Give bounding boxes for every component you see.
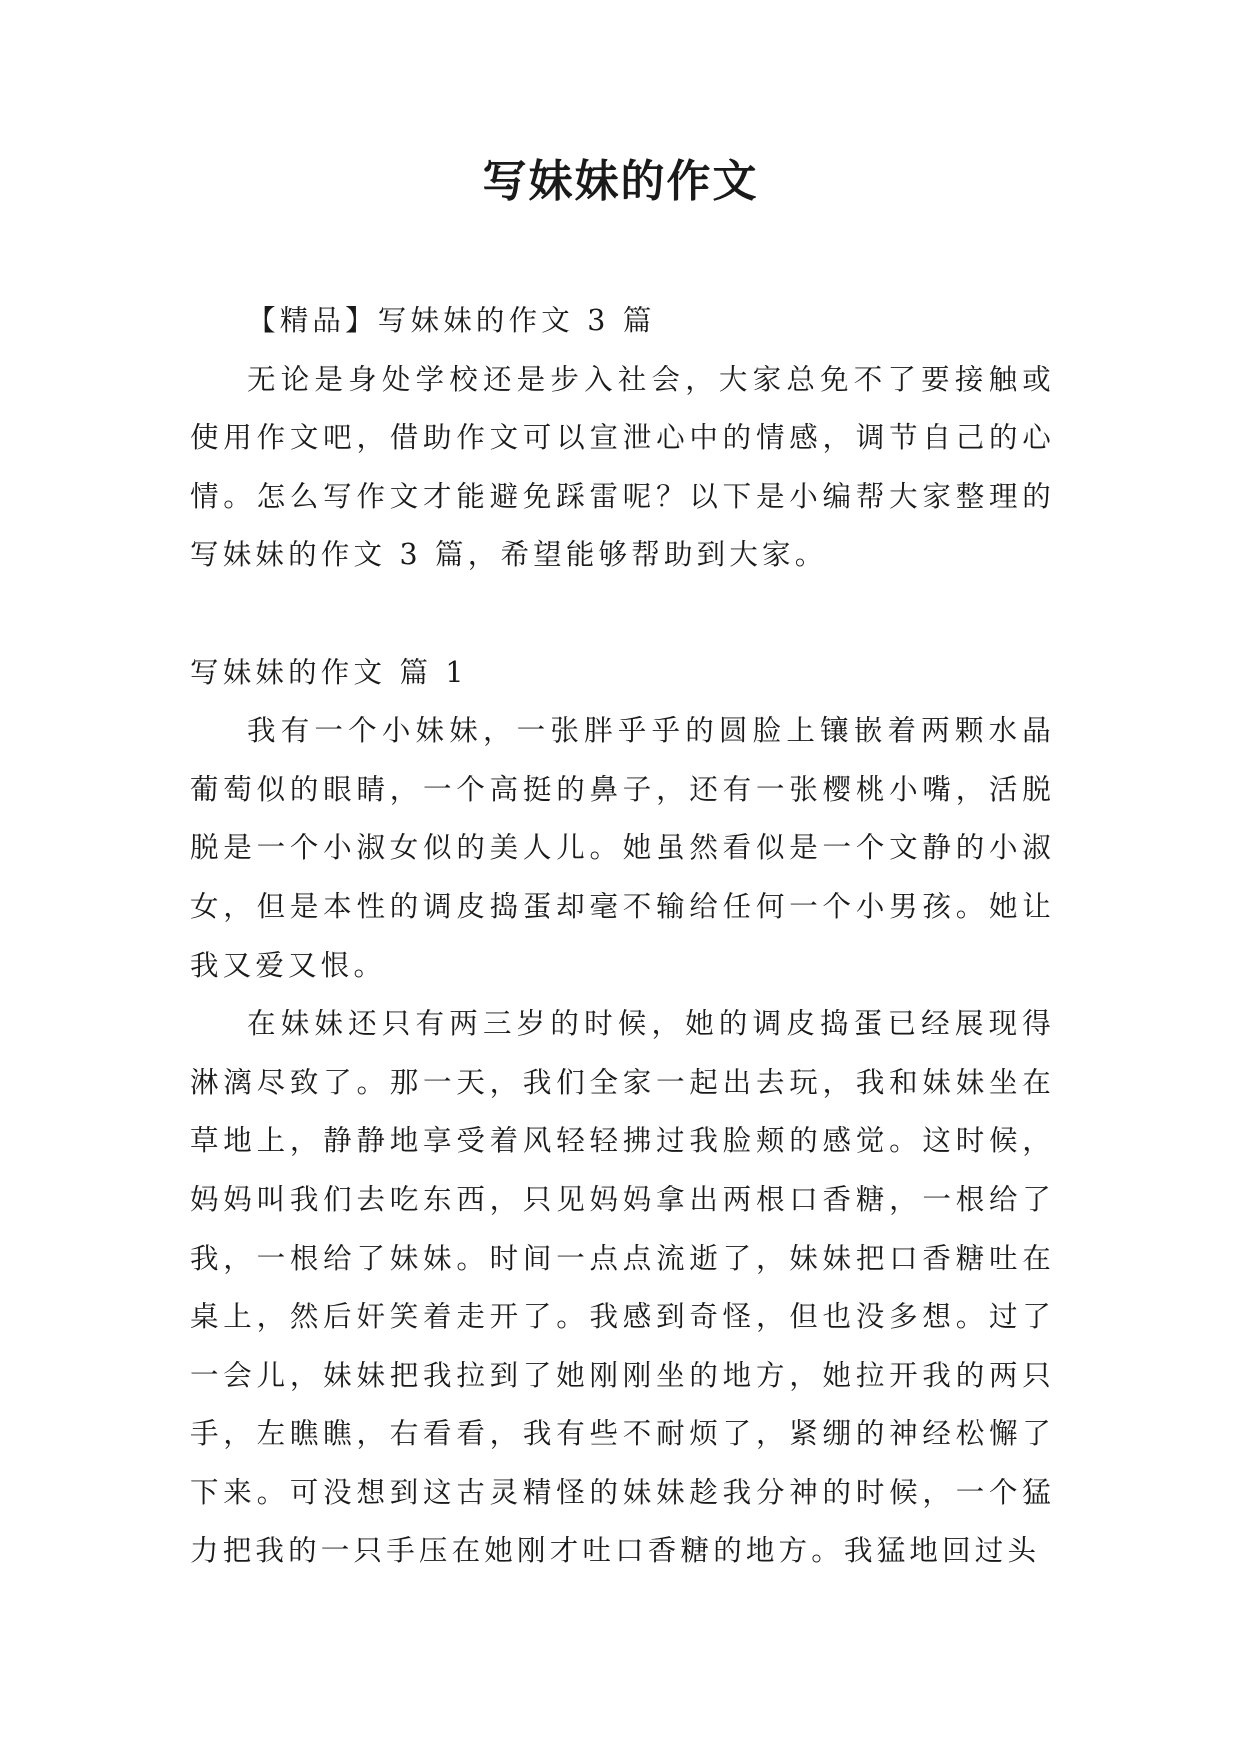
document-body	[190, 292, 1055, 1581]
body-paragraph: 我有一个小妹妹，一张胖乎乎的圆脸上镶嵌着两颗水晶葡萄似的眼睛，一个高挺的鼻子，还有一张樱桃小嘴，活脱脱是一个小淑女似的美人儿。她虽然看似是一个文静的小淑女，但是本性的调皮捣蛋却毫不输给任何一个小男孩。她让我又爱又恨。	[190, 714, 1055, 982]
intro-paragraph: 无论是身处学校还是步入社会，大家总免不了要接触或使用作文吧，借助作文可以宣泄心中的情感，调节自己的心情。怎么写作文才能避免踩雷呢？以下是小编帮大家整理的写妹妹的作文 3 篇，希望能够帮助到大家。	[190, 362, 1055, 572]
page-title: 写妹妹的作文	[482, 156, 759, 207]
body-paragraph: 在妹妹还只有两三岁的时候，她的调皮捣蛋已经展现得淋漓尽致了。那一天，我们全家一起出去玩，我和妹妹坐在草地上，静静地享受着风轻轻拂过我脸颊的感觉。这时候，妈妈叫我们去吃东西，只见妈妈拿出两根口香糖，一根给了我，一根给了妹妹。时间一点点流逝了，妹妹把口香糖吐在桌上，然后奸笑着走开了。我感到奇怪，但也没多想。过了一会儿，妹妹把我拉到了她刚刚坐的地方，她拉开我的两只手，左瞧瞧，右看看，我有些不耐烦了，紧绷的神经松懈了下来。可没想到这古灵精怪的妹妹趁我分神的时候，一个猛力把我的一只手压在她刚才吐口香糖的地方。我猛地回过头	[190, 1007, 1055, 1568]
document-subtitle: 【精品】写妹妹的作文 3 篇	[247, 304, 656, 337]
section-heading: 写妹妹的作文 篇 1	[190, 655, 468, 689]
